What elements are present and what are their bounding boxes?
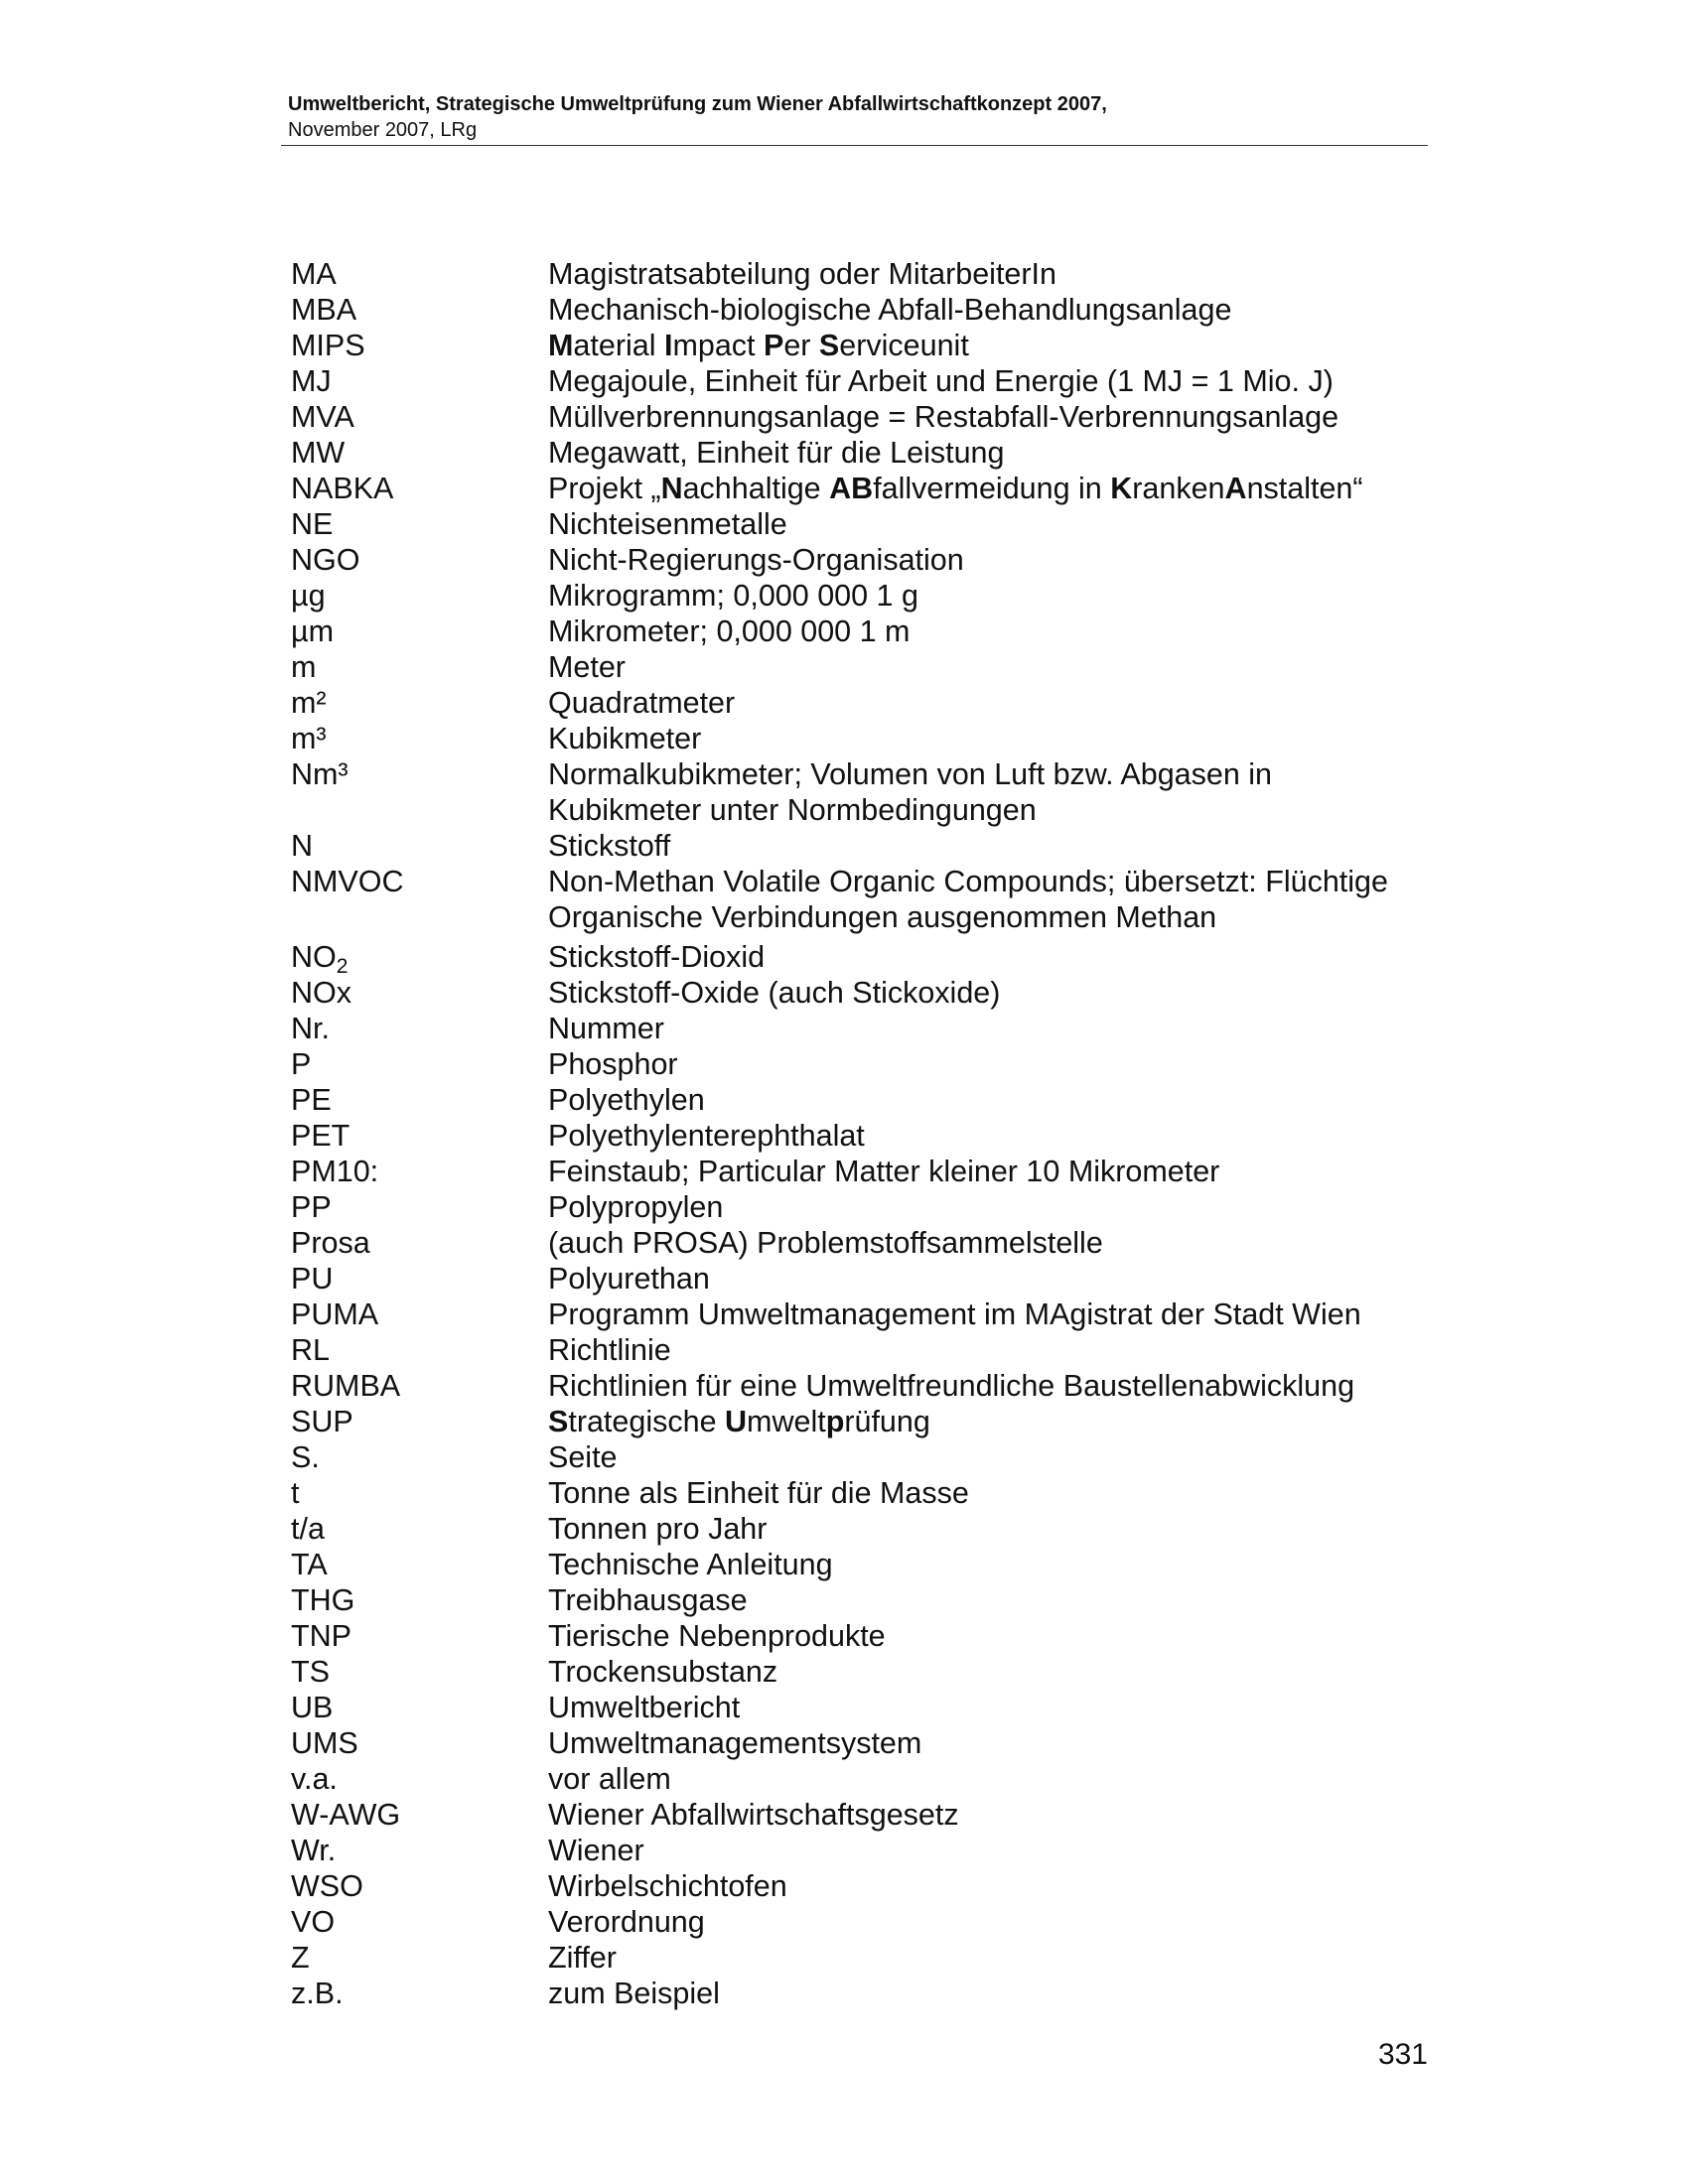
abbreviation: N: [291, 829, 314, 863]
definition: Phosphor: [548, 1047, 678, 1081]
glossary-row: [291, 1904, 1433, 1940]
glossary-row: [291, 828, 1433, 864]
definition: Wirbelschichtofen: [548, 1869, 787, 1903]
glossary-row: [291, 1761, 1433, 1797]
text-fragment: AB: [829, 472, 874, 505]
definition: Kubikmeter: [548, 722, 702, 755]
abbreviation: Z: [291, 1941, 310, 1975]
abbreviation: TNP: [291, 1619, 352, 1653]
definition: Treibhausgase: [548, 1583, 748, 1617]
glossary-row: [291, 435, 1433, 471]
definition: Wiener: [548, 1834, 644, 1867]
text-fragment: U: [725, 1405, 748, 1438]
text-fragment: NO: [291, 940, 337, 974]
definition: Richtlinien für eine Umweltfreundliche Baustellenabwicklung: [548, 1369, 1355, 1403]
definition: [548, 1404, 1433, 1439]
abbreviation: W-AWG: [291, 1798, 401, 1832]
definition: Polypropylen: [548, 1190, 724, 1224]
definition: Richtlinie: [548, 1333, 671, 1367]
abbreviation: PM10:: [291, 1155, 379, 1188]
abbreviation: RL: [291, 1333, 330, 1367]
glossary-row: [291, 506, 1433, 542]
text-fragment: mpact: [672, 329, 764, 362]
glossary-row: [291, 1154, 1433, 1189]
definition: Magistratsabteilung oder MitarbeiterIn: [548, 257, 1056, 291]
abbreviation: SUP: [291, 1405, 353, 1438]
abbreviation: NABKA: [291, 472, 394, 505]
abbreviation: NE: [291, 507, 334, 541]
glossary-row: [291, 975, 1433, 1011]
text-fragment: K: [1110, 472, 1133, 505]
abbreviation: UB: [291, 1691, 334, 1724]
definition: [548, 471, 1433, 506]
glossary-row: [291, 1618, 1433, 1654]
definition: Non-Methan Volatile Organic Compounds; übersetzt: Flüchtige Organische Verbindungen ausgenommen Methan: [548, 865, 1388, 934]
definition: Polyethylenterephthalat: [548, 1119, 865, 1153]
glossary-row: [291, 1797, 1433, 1833]
abbreviation: z.B.: [291, 1977, 344, 2010]
definition: Umweltbericht: [548, 1691, 741, 1724]
abbreviation: NGO: [291, 543, 360, 577]
definition: Meter: [548, 650, 626, 684]
abbreviation: THG: [291, 1583, 355, 1617]
glossary-row: [291, 1475, 1433, 1511]
glossary-row: [291, 1940, 1433, 1976]
glossary-row: [291, 1654, 1433, 1690]
glossary-row: [291, 1118, 1433, 1154]
definition: Nichteisenmetalle: [548, 507, 787, 541]
abbreviation: MBA: [291, 293, 357, 327]
glossary-row: [291, 1547, 1433, 1582]
glossary-row: [291, 1225, 1433, 1261]
text-fragment: M: [548, 329, 574, 362]
text-fragment: S: [818, 329, 840, 362]
abbreviation: Nr.: [291, 1012, 330, 1045]
glossary-row: [291, 1511, 1433, 1547]
abbreviation: NMVOC: [291, 865, 404, 898]
definition: (auch PROSA) Problemstoffsammelstelle: [548, 1226, 1103, 1260]
abbreviation: µm: [291, 614, 334, 648]
text-fragment: er: [783, 329, 819, 362]
text-fragment: 2: [336, 955, 349, 978]
abbreviation: Wr.: [291, 1834, 337, 1867]
abbreviation: PU: [291, 1262, 334, 1296]
abbreviation: TS: [291, 1655, 330, 1689]
glossary-row: [291, 1868, 1433, 1904]
glossary-row: [291, 864, 1433, 935]
header-divider: [281, 145, 1428, 146]
definition: Tonnen pro Jahr: [548, 1512, 768, 1546]
glossary-row: [291, 542, 1433, 578]
definition: Tonne als Einheit für die Masse: [548, 1476, 969, 1510]
text-fragment: Projekt „: [548, 472, 661, 505]
text-fragment: p: [825, 1405, 845, 1438]
definition: Polyethylen: [548, 1083, 705, 1117]
abbreviation: MA: [291, 257, 337, 291]
header-subtitle: November 2007, LRg: [288, 119, 478, 141]
text-fragment: A: [1224, 472, 1247, 505]
definition: Stickstoff-Oxide (auch Stickoxide): [548, 976, 1001, 1010]
definition: Tierische Nebenprodukte: [548, 1619, 886, 1653]
glossary-row: [291, 578, 1433, 614]
glossary-row: [291, 471, 1433, 506]
text-fragment: erviceunit: [839, 329, 969, 362]
definition: Trockensubstanz: [548, 1655, 778, 1689]
definition: Seite: [548, 1440, 618, 1474]
definition: Nicht-Regierungs-Organisation: [548, 543, 964, 577]
abbreviation: MJ: [291, 364, 332, 398]
abbreviation: m: [291, 650, 317, 684]
abbreviation: m²: [291, 686, 327, 720]
abbreviation-list: [291, 256, 1433, 2011]
glossary-row: [291, 1404, 1433, 1439]
abbreviation: MVA: [291, 400, 354, 434]
abbreviation: VO: [291, 1905, 336, 1939]
text-fragment: aterial: [573, 329, 664, 362]
definition: Mikrometer; 0,000 000 1 m: [548, 614, 911, 648]
abbreviation: PUMA: [291, 1297, 379, 1331]
glossary-row: [291, 256, 1433, 292]
glossary-row: [291, 939, 1433, 978]
definition: Stickstoff-Dioxid: [548, 940, 766, 974]
page-header: [288, 91, 1428, 143]
abbreviation: [291, 939, 548, 978]
definition: Verordnung: [548, 1905, 705, 1939]
definition: Mechanisch-biologische Abfall-Behandlungsanlage: [548, 293, 1232, 327]
abbreviation: S.: [291, 1440, 320, 1474]
abbreviation: v.a.: [291, 1762, 338, 1796]
glossary-row: [291, 399, 1433, 435]
header-title-comma: ,: [1101, 93, 1107, 115]
text-fragment: S: [548, 1405, 569, 1438]
abbreviation: µg: [291, 579, 326, 613]
definition: Technische Anleitung: [548, 1548, 833, 1581]
header-title: Umweltbericht, Strategische Umweltprüfung zum Wiener Abfallwirtschaftkonzept 2007: [288, 93, 1102, 115]
glossary-row: [291, 1082, 1433, 1118]
definition: Umweltmanagementsystem: [548, 1726, 922, 1760]
text-fragment: rüfung: [844, 1405, 930, 1438]
definition: [548, 328, 1433, 363]
abbreviation: MIPS: [291, 329, 365, 362]
glossary-row: [291, 328, 1433, 363]
definition: Mikrogramm; 0,000 000 1 g: [548, 579, 918, 613]
definition: Megajoule, Einheit für Arbeit und Energie (1 MJ = 1 Mio. J): [548, 364, 1334, 398]
abbreviation: TA: [291, 1548, 328, 1581]
glossary-row: [291, 1976, 1433, 2011]
abbreviation: PET: [291, 1119, 351, 1153]
glossary-row: [291, 1833, 1433, 1868]
glossary-row: [291, 1261, 1433, 1297]
glossary-row: [291, 1046, 1433, 1082]
abbreviation: NOx: [291, 976, 352, 1010]
glossary-row: [291, 1582, 1433, 1618]
text-fragment: trategische: [568, 1405, 726, 1438]
definition: Wiener Abfallwirtschaftsgesetz: [548, 1798, 959, 1832]
definition: Stickstoff: [548, 829, 671, 863]
glossary-row: [291, 1189, 1433, 1225]
definition: Feinstaub; Particular Matter kleiner 10 Mikrometer: [548, 1155, 1220, 1188]
text-fragment: N: [660, 472, 683, 505]
abbreviation: PP: [291, 1190, 332, 1224]
abbreviation: RUMBA: [291, 1369, 401, 1403]
glossary-row: [291, 1690, 1433, 1725]
abbreviation: t/a: [291, 1512, 325, 1546]
glossary-row: [291, 1332, 1433, 1368]
glossary-row: [291, 1011, 1433, 1046]
definition: Normalkubikmeter; Volumen von Luft bzw. Abgasen in Kubikmeter unter Normbedingungen: [548, 757, 1273, 827]
glossary-row: [291, 614, 1433, 649]
abbreviation: MW: [291, 436, 346, 470]
abbreviation: t: [291, 1476, 300, 1510]
glossary-row: [291, 1297, 1433, 1332]
page-number: 331: [1377, 2038, 1428, 2071]
glossary-row: [291, 649, 1433, 685]
glossary-row: [291, 685, 1433, 721]
abbreviation: Prosa: [291, 1226, 370, 1260]
definition: Ziffer: [548, 1941, 617, 1975]
abbreviation: PE: [291, 1083, 332, 1117]
abbreviation: Nm³: [291, 757, 349, 791]
definition: zum Beispiel: [548, 1977, 720, 2010]
abbreviation: m³: [291, 722, 327, 755]
text-fragment: P: [763, 329, 784, 362]
definition: Quadratmeter: [548, 686, 736, 720]
glossary-row: [291, 1725, 1433, 1761]
definition: Megawatt, Einheit für die Leistung: [548, 436, 1005, 470]
definition: Müllverbrennungsanlage = Restabfall-Verbrennungsanlage: [548, 400, 1339, 434]
definition: vor allem: [548, 1762, 671, 1796]
glossary-row: [291, 1368, 1433, 1404]
abbreviation: WSO: [291, 1869, 363, 1903]
abbreviation: P: [291, 1047, 312, 1081]
glossary-row: [291, 756, 1433, 828]
text-fragment: fallvermeidung in: [873, 472, 1111, 505]
definition: Programm Umweltmanagement im MAgistrat der Stadt Wien: [548, 1297, 1361, 1331]
definition: Nummer: [548, 1012, 664, 1045]
definition: Polyurethan: [548, 1262, 710, 1296]
glossary-row: [291, 363, 1433, 399]
text-fragment: nstalten“: [1246, 472, 1363, 505]
header-title-line: [288, 91, 1428, 117]
text-fragment: achhaltige: [682, 472, 830, 505]
text-fragment: mwelt: [747, 1405, 826, 1438]
glossary-row: [291, 1439, 1433, 1475]
glossary-row: [291, 721, 1433, 756]
text-fragment: ranken: [1132, 472, 1225, 505]
abbreviation: UMS: [291, 1726, 358, 1760]
glossary-row: [291, 292, 1433, 328]
text-fragment: I: [663, 329, 673, 362]
